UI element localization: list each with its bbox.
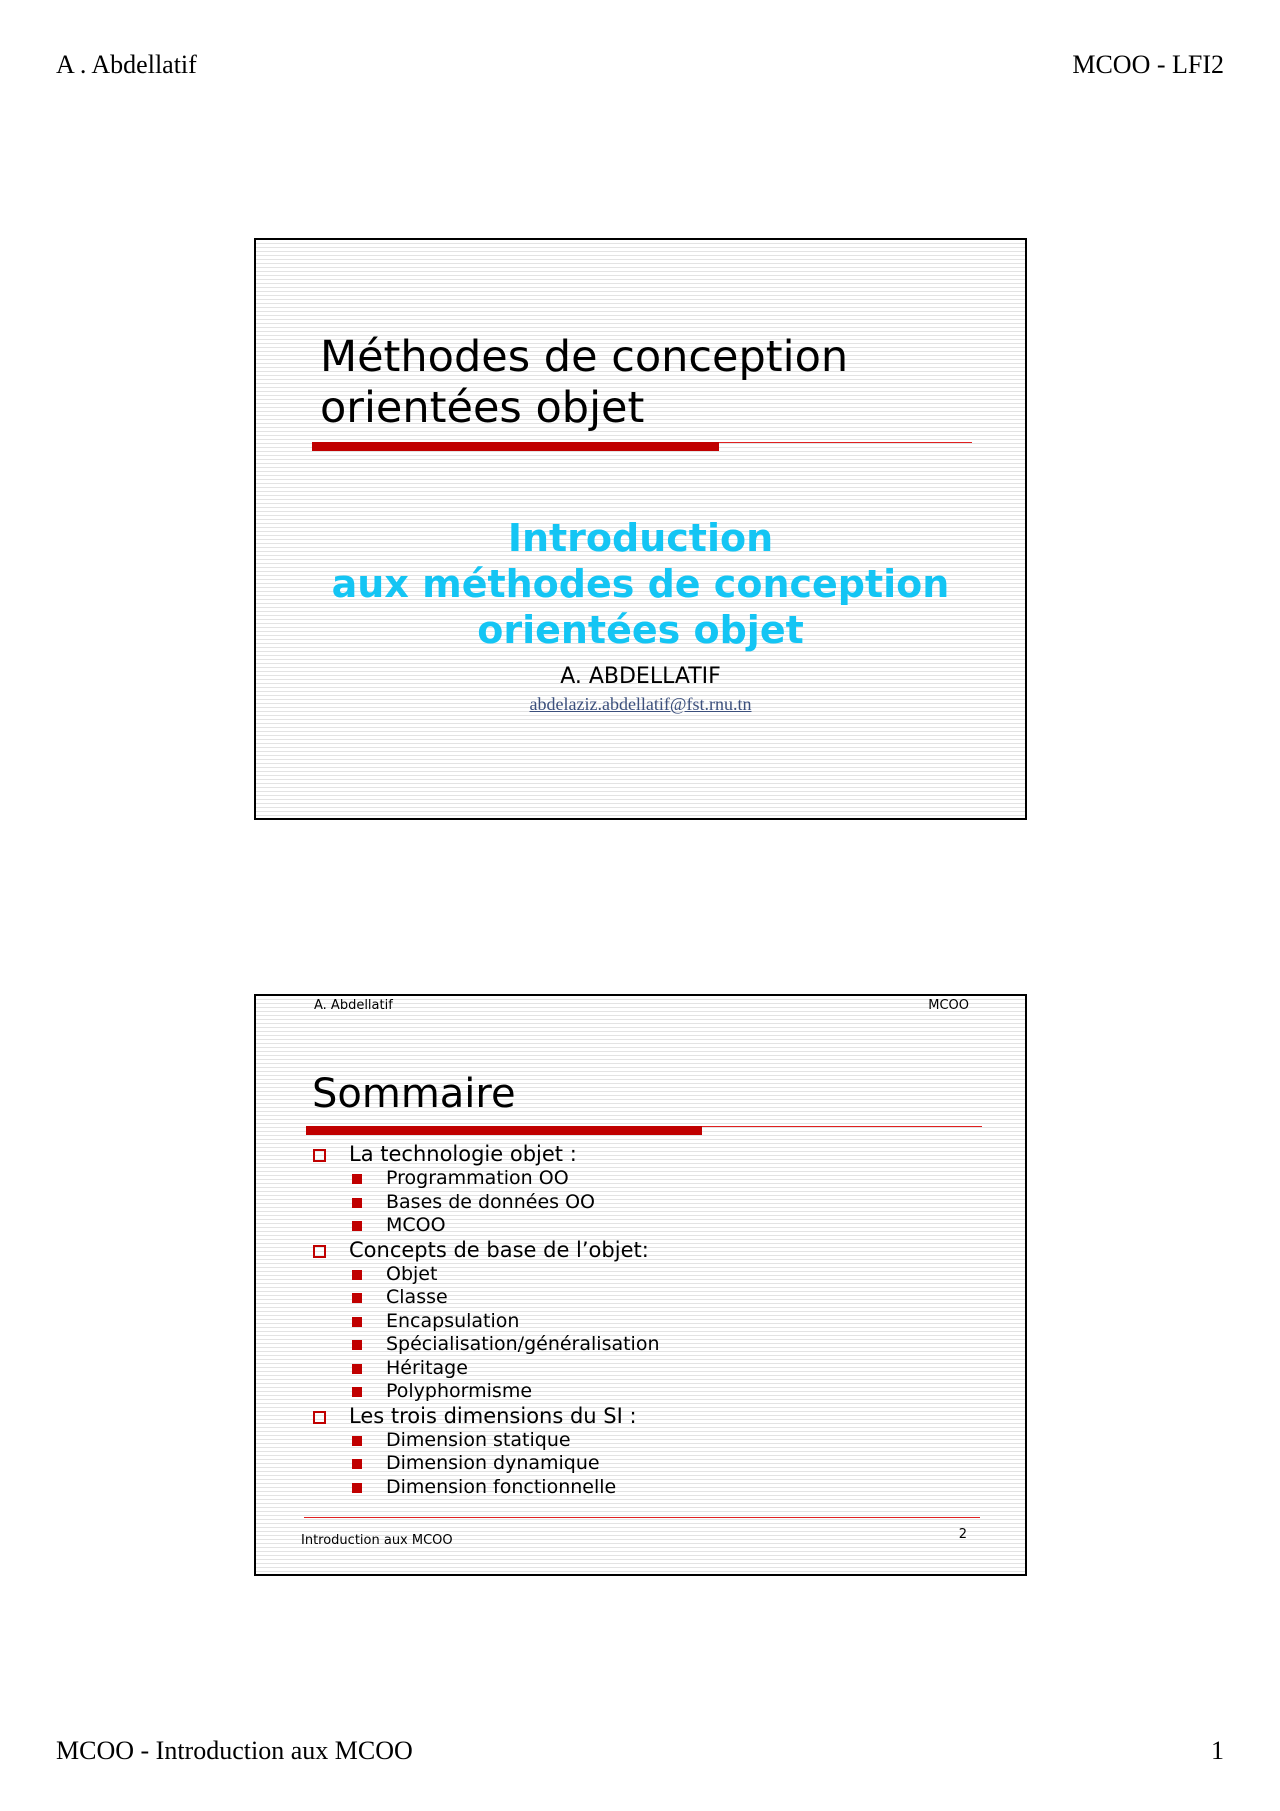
filled-square-bullet-icon — [352, 1364, 362, 1374]
slide-1-email-wrap — [256, 694, 1025, 715]
filled-square-bullet-icon — [352, 1198, 362, 1208]
slide-1-author: A. ABDELLATIF — [560, 664, 721, 689]
slide-1-title — [320, 332, 848, 434]
toc-item-label: MCOO — [386, 1214, 446, 1236]
filled-square-bullet-icon — [352, 1174, 362, 1184]
toc-list — [312, 1142, 660, 1499]
slide-1-title-line-1: Méthodes de conception — [320, 332, 849, 382]
page-header-left: A . Abdellatif — [56, 50, 197, 79]
page-number: 1 — [1211, 1736, 1224, 1765]
toc-item-label: Objet — [386, 1262, 438, 1285]
filled-square-bullet-icon — [352, 1221, 362, 1231]
filled-square-bullet-icon — [352, 1317, 362, 1327]
toc-item-label: Programmation OO — [386, 1167, 569, 1189]
toc-item — [312, 1214, 660, 1238]
subtitle-line-3: orientées objet — [477, 608, 804, 652]
toc-item — [312, 1429, 660, 1453]
toc-item-label: Bases de données OO — [386, 1190, 595, 1213]
filled-square-bullet-icon — [352, 1270, 362, 1280]
page-header-right: MCOO - LFI2 — [1072, 50, 1224, 79]
toc-item — [312, 1263, 660, 1287]
slide-2-header-right: MCOO — [928, 998, 969, 1013]
slide-1-title-line-2: orientées objet — [320, 383, 645, 433]
subtitle-line-2: aux méthodes de conception — [331, 562, 950, 606]
slide-2-header-left: A. Abdellatif — [314, 998, 393, 1013]
subtitle-line-1: Introduction — [507, 516, 774, 560]
slide-2-title-underline-thin — [702, 1126, 982, 1127]
toc-item-label: Spécialisation/généralisation — [386, 1333, 660, 1355]
toc-section — [312, 1404, 660, 1429]
slide-2-title-underline-thick — [306, 1126, 702, 1135]
title-underline-thick — [312, 442, 719, 451]
toc-section-label: Les trois dimensions du SI : — [349, 1403, 637, 1428]
hollow-square-bullet-icon — [313, 1411, 326, 1424]
toc-item — [312, 1310, 660, 1334]
toc-item-label: Dimension fonctionnelle — [386, 1475, 617, 1498]
slide-2-footer-left: Introduction aux MCOO — [301, 1533, 453, 1548]
filled-square-bullet-icon — [352, 1483, 362, 1493]
toc-item — [312, 1357, 660, 1381]
filled-square-bullet-icon — [352, 1436, 362, 1446]
slide-2 — [254, 994, 1027, 1576]
title-underline-thin — [719, 442, 972, 443]
toc-section-label: Concepts de base de l’objet: — [349, 1237, 649, 1262]
toc-section-label: La technologie objet : — [349, 1142, 577, 1166]
slide-1 — [254, 238, 1027, 820]
slide-2-page-number: 2 — [958, 1527, 967, 1542]
toc-item-label: Dimension statique — [386, 1428, 571, 1451]
toc-item — [312, 1452, 660, 1476]
filled-square-bullet-icon — [352, 1387, 362, 1397]
toc-item — [312, 1167, 660, 1191]
toc-item-label: Polyphormisme — [386, 1380, 533, 1402]
slide-1-subtitle — [256, 515, 1025, 653]
toc-item — [312, 1286, 660, 1310]
toc-item-label: Dimension dynamique — [386, 1452, 600, 1474]
toc-item-label: Encapsulation — [386, 1309, 520, 1332]
hollow-square-bullet-icon — [313, 1245, 326, 1258]
filled-square-bullet-icon — [352, 1293, 362, 1303]
toc-section — [312, 1142, 660, 1167]
filled-square-bullet-icon — [352, 1340, 362, 1350]
toc-section — [312, 1238, 660, 1263]
toc-item — [312, 1333, 660, 1357]
hollow-square-bullet-icon — [313, 1149, 326, 1162]
page-footer-left: MCOO - Introduction aux MCOO — [56, 1736, 413, 1765]
toc-item-label: Classe — [386, 1286, 448, 1308]
author-email-link[interactable]: abdelaziz.abdellatif@fst.rnu.tn — [529, 694, 752, 714]
toc-item-label: Héritage — [386, 1356, 468, 1379]
toc-item — [312, 1380, 660, 1404]
toc-item — [312, 1476, 660, 1500]
toc-item — [312, 1191, 660, 1215]
slide-2-title: Sommaire — [312, 1071, 516, 1117]
filled-square-bullet-icon — [352, 1459, 362, 1469]
slide-2-footer-rule — [304, 1517, 980, 1518]
